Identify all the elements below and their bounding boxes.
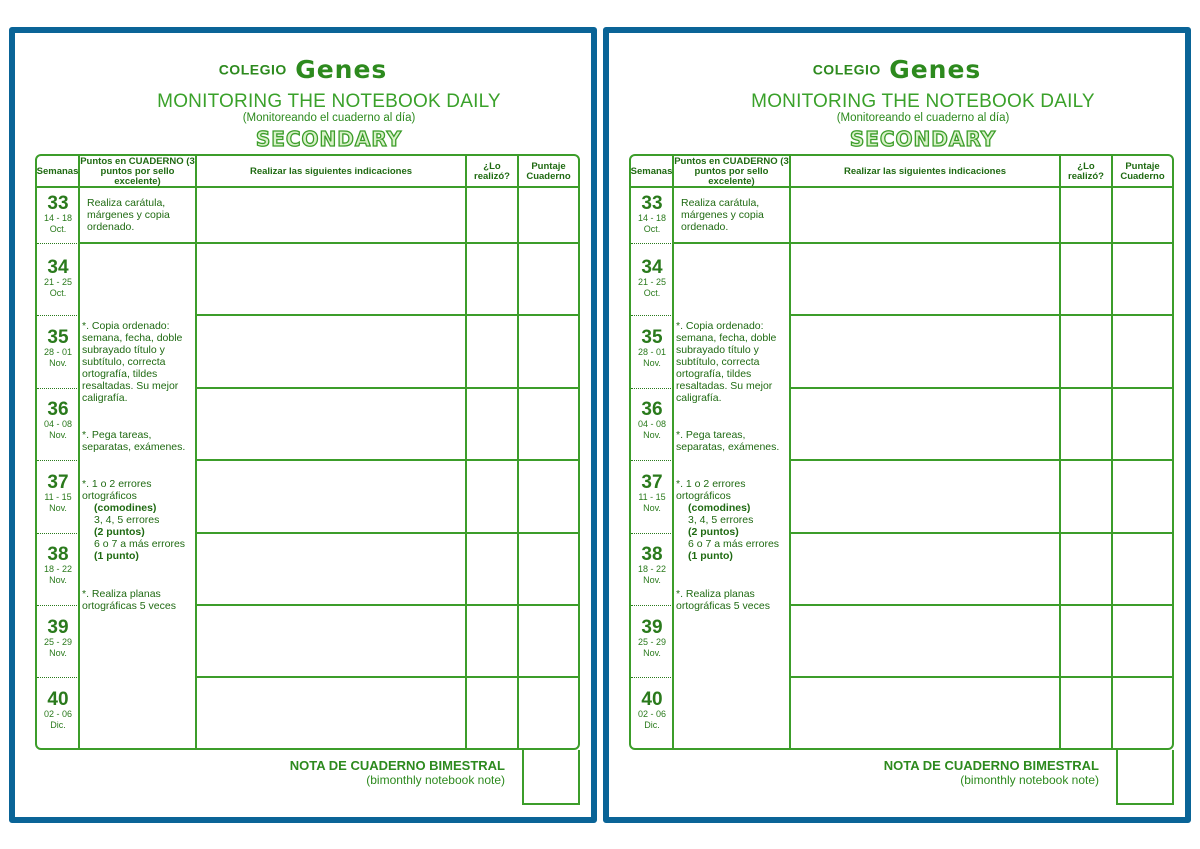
week-month: Nov. <box>49 358 67 368</box>
note-planas: *. Realiza planas ortográficas 5 veces <box>676 588 770 612</box>
header-puntos: Puntos en CUADERNO (3 puntos por sello excelente) <box>674 155 789 187</box>
week-number: 34 <box>641 257 663 278</box>
note-comodines-text: (comodines) <box>688 502 751 514</box>
column-divider <box>1111 156 1113 748</box>
note-comodines <box>82 502 194 514</box>
header-lo-realizo: ¿Lo realizó? <box>474 160 510 182</box>
week-dates: 21 - 25 <box>43 277 73 287</box>
week-dates: 28 - 01 <box>637 347 667 357</box>
week-number: 33 <box>47 193 69 214</box>
week-38 <box>631 545 673 586</box>
week-month: Oct. <box>49 224 67 234</box>
row-divider <box>195 532 578 534</box>
school-logo <box>609 55 1185 84</box>
row-divider <box>789 459 1172 461</box>
week-month: Nov. <box>643 503 661 513</box>
week-month: Oct. <box>49 288 67 298</box>
column-divider <box>1059 156 1061 748</box>
week-dates: 04 - 08 <box>637 419 667 429</box>
note-un-punto-text: (1 punto) <box>94 550 139 562</box>
nota-bimestral-en: (bimonthly notebook note) <box>960 773 1099 787</box>
header-puntos: Puntos en CUADERNO (3 puntos por sello excelente) <box>80 155 195 187</box>
week-39 <box>37 618 79 659</box>
row-divider <box>789 242 1172 244</box>
logo-colegio-text: COLEGIO <box>812 61 881 78</box>
week-separator <box>631 315 671 316</box>
column-divider <box>195 156 197 748</box>
week-number: 39 <box>47 617 69 638</box>
week-34 <box>631 258 673 299</box>
week-40 <box>37 690 79 731</box>
week-number: 33 <box>641 193 663 214</box>
week-month: Nov. <box>643 430 661 440</box>
week-37 <box>37 473 79 514</box>
level-label: SECONDARY <box>255 127 403 151</box>
week-separator <box>37 460 77 461</box>
week-month: Dic. <box>644 720 660 730</box>
week-separator <box>631 605 671 606</box>
note-un-punto-text: (1 punto) <box>688 550 733 562</box>
week-separator <box>631 533 671 534</box>
week-separator <box>37 388 77 389</box>
note-dos-puntos-text: (2 puntos) <box>94 526 145 538</box>
week-month: Nov. <box>643 575 661 585</box>
logo-genes-text: Genes <box>295 55 388 84</box>
row-divider <box>672 242 789 244</box>
sheet-title: MONITORING THE NOTEBOOK DAILY <box>751 91 1095 112</box>
week-month: Nov. <box>643 358 661 368</box>
week-number: 34 <box>47 257 69 278</box>
week-33 <box>37 194 79 235</box>
week-month: Nov. <box>49 575 67 585</box>
week-month: Nov. <box>643 648 661 658</box>
week-dates: 04 - 08 <box>43 419 73 429</box>
week-35 <box>37 328 79 369</box>
note-planas: *. Realiza planas ortográficas 5 veces <box>82 588 176 612</box>
week-dates: 14 - 18 <box>637 213 667 223</box>
note-errores-3: 6 o 7 a más errores <box>688 538 780 550</box>
note-comodines <box>676 502 788 514</box>
row-divider <box>195 676 578 678</box>
note-un-punto <box>676 550 788 562</box>
week-separator <box>631 243 671 244</box>
row-divider <box>195 314 578 316</box>
note-comodines-text: (comodines) <box>94 502 157 514</box>
week-separator <box>631 677 671 678</box>
note-dos-puntos-text: (2 puntos) <box>688 526 739 538</box>
week-dates: 11 - 15 <box>44 492 72 502</box>
monitoring-sheet-right <box>603 27 1191 823</box>
row-divider <box>195 242 578 244</box>
sheet-title: MONITORING THE NOTEBOOK DAILY <box>157 91 501 112</box>
week-number: 39 <box>641 617 663 638</box>
note-errores <box>82 478 194 562</box>
row-divider <box>789 314 1172 316</box>
row-divider <box>195 387 578 389</box>
level-label: SECONDARY <box>849 127 997 151</box>
monitoring-sheet-left <box>9 27 597 823</box>
week-dates: 02 - 06 <box>43 709 73 719</box>
week-dates: 21 - 25 <box>637 277 667 287</box>
week-separator <box>631 460 671 461</box>
week-month: Nov. <box>49 430 67 440</box>
week-36 <box>37 400 79 441</box>
row-divider <box>789 676 1172 678</box>
week-39 <box>631 618 673 659</box>
bimonthly-note-label <box>829 758 1099 788</box>
week-34 <box>37 258 79 299</box>
week-separator <box>37 315 77 316</box>
nota-bimestral: NOTA DE CUADERNO BIMESTRAL <box>289 758 505 773</box>
note-pega-tareas: *. Pega tareas, separatas, exámenes. <box>676 429 780 453</box>
header-puntaje: Puntaje Cuaderno <box>526 160 571 182</box>
column-divider <box>465 156 467 748</box>
week-separator <box>631 388 671 389</box>
header-realizar: Realizar las siguientes indicaciones <box>249 165 413 177</box>
header-semanas: Semanas <box>630 165 673 177</box>
row-divider <box>789 532 1172 534</box>
column-divider <box>789 156 791 748</box>
header-puntaje: Puntaje Cuaderno <box>1120 160 1165 182</box>
header-lo-realizo: ¿Lo realizó? <box>1068 160 1104 182</box>
sheet-subtitle: (Monitoreando el cuaderno al día) <box>242 112 416 124</box>
row-divider <box>195 459 578 461</box>
bimonthly-score-box[interactable] <box>1116 750 1174 805</box>
week-number: 37 <box>641 472 663 493</box>
note-caratula: Realiza carátula, márgenes y copia ordenado. <box>681 197 764 233</box>
row-divider <box>78 242 195 244</box>
week-dates: 02 - 06 <box>637 709 667 719</box>
note-dos-puntos <box>82 526 194 538</box>
week-40 <box>631 690 673 731</box>
week-number: 40 <box>47 689 69 710</box>
monitoring-table <box>35 154 580 750</box>
week-33 <box>631 194 673 235</box>
column-divider <box>78 156 80 748</box>
week-number: 38 <box>47 544 69 565</box>
week-dates: 18 - 22 <box>637 564 667 574</box>
week-dates: 14 - 18 <box>43 213 73 223</box>
week-number: 36 <box>47 399 69 420</box>
note-dos-puntos <box>676 526 788 538</box>
week-35 <box>631 328 673 369</box>
week-number: 38 <box>641 544 663 565</box>
week-number: 36 <box>641 399 663 420</box>
week-dates: 28 - 01 <box>43 347 73 357</box>
week-separator <box>37 677 77 678</box>
week-separator <box>37 533 77 534</box>
note-errores-3: 6 o 7 a más errores <box>94 538 186 550</box>
monitoring-table <box>629 154 1174 750</box>
week-number: 40 <box>641 689 663 710</box>
week-dates: 18 - 22 <box>43 564 73 574</box>
logo-colegio-text: COLEGIO <box>218 61 287 78</box>
column-divider <box>672 156 674 748</box>
note-errores-1: *. 1 o 2 errores ortográficos <box>82 478 152 502</box>
note-un-punto <box>82 550 194 562</box>
week-separator <box>37 243 77 244</box>
note-pega-tareas: *. Pega tareas, separatas, exámenes. <box>82 429 186 453</box>
week-separator <box>37 605 77 606</box>
note-copia-ordenado: *. Copia ordenado: semana, fecha, doble subrayado título y subtítulo, correcta ortografía, tildes resaltadas. Su mejor caligrafía. <box>676 320 777 404</box>
school-logo <box>15 55 591 84</box>
week-37 <box>631 473 673 514</box>
week-38 <box>37 545 79 586</box>
row-divider <box>789 604 1172 606</box>
note-errores-2: 3, 4, 5 errores <box>94 514 160 526</box>
week-month: Nov. <box>49 503 67 513</box>
bimonthly-score-box[interactable] <box>522 750 580 805</box>
note-errores-1: *. 1 o 2 errores ortográficos <box>676 478 746 502</box>
note-caratula: Realiza carátula, márgenes y copia ordenado. <box>87 197 170 233</box>
week-month: Oct. <box>643 288 661 298</box>
note-errores <box>676 478 788 562</box>
week-dates: 25 - 29 <box>637 637 667 647</box>
week-36 <box>631 400 673 441</box>
sheet-subtitle: (Monitoreando el cuaderno al día) <box>836 112 1010 124</box>
week-number: 35 <box>47 327 69 348</box>
week-month: Dic. <box>50 720 66 730</box>
week-number: 35 <box>641 327 663 348</box>
week-month: Oct. <box>643 224 661 234</box>
nota-bimestral: NOTA DE CUADERNO BIMESTRAL <box>883 758 1099 773</box>
week-number: 37 <box>47 472 69 493</box>
row-divider <box>789 387 1172 389</box>
note-copia-ordenado: *. Copia ordenado: semana, fecha, doble subrayado título y subtítulo, correcta ortografía, tildes resaltadas. Su mejor caligrafía. <box>82 320 183 404</box>
week-month: Nov. <box>49 648 67 658</box>
column-divider <box>517 156 519 748</box>
note-errores-2: 3, 4, 5 errores <box>688 514 754 526</box>
header-realizar: Realizar las siguientes indicaciones <box>843 165 1007 177</box>
week-dates: 25 - 29 <box>43 637 73 647</box>
nota-bimestral-en: (bimonthly notebook note) <box>366 773 505 787</box>
row-divider <box>195 604 578 606</box>
week-dates: 11 - 15 <box>638 492 666 502</box>
bimonthly-note-label <box>235 758 505 788</box>
header-semanas: Semanas <box>36 165 79 177</box>
logo-genes-text: Genes <box>889 55 982 84</box>
